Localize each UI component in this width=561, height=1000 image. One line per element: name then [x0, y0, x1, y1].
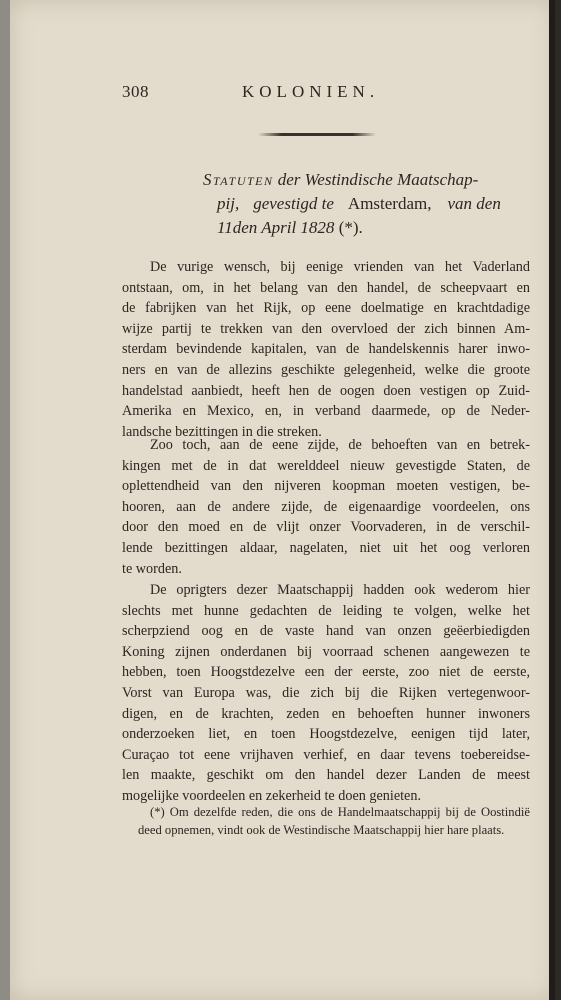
footnote-line: (*) Om dezelfde reden, die ons de Handelmaatschappij bij de Oostindië — [150, 805, 530, 819]
text-line: scherpziend oog en de vaste hand van onzen geëerbiedigden — [122, 623, 530, 640]
text-line: len maakte, geschikt om den handel dezer Landen de meest — [122, 767, 530, 784]
footnote-line: deed opnemen, vindt ook de Westindische Maatschappij hier hare plaats. — [138, 823, 505, 837]
text-line: Amerika en Mexico, en, in verband daarmede, op de Neder- — [122, 403, 530, 420]
running-title: KOLONIEN. — [242, 82, 380, 101]
heading-line-2b: gevestigd te — [253, 194, 334, 213]
text-line: De vurige wensch, bij eenige vrienden van het Vaderland — [150, 259, 530, 275]
heading-smallcaps: Statuten — [203, 170, 274, 189]
text-line: slechts met hunne gedachten de leiding te volgen, welke het — [122, 602, 530, 619]
text-line: de fabrijken van het Rijk, op eene doelmatige en krachtdadige — [122, 300, 530, 317]
heading-line-2a: pij, — [217, 194, 240, 213]
heading-line-3a: 11den April 1828 — [217, 218, 335, 237]
paragraph-2 — [122, 435, 530, 579]
text-line: te worden. — [122, 560, 182, 577]
book-page — [10, 0, 555, 1000]
page-header — [122, 82, 527, 106]
text-line: hebben, toen Hoogstdezelve een der eerste, zoo niet de eerste, — [122, 664, 530, 681]
page-right-shadow — [549, 0, 555, 1000]
text-line: onderzoeken liet, en toen Hoogstdezelve, eenigen tijd later, — [122, 726, 530, 743]
page-left-edge — [0, 0, 10, 1000]
footnote — [138, 803, 530, 839]
text-line: door den moed en de vlijt onzer Voorvaderen, in de verschil- — [122, 519, 530, 536]
text-line: De oprigters dezer Maatschappij hadden ook wederom hier — [150, 582, 530, 598]
heading-line-2c: Amsterdam, — [347, 194, 432, 213]
heading-line-3b: (*). — [334, 218, 363, 237]
text-line: kingen met de in dat werelddeel nieuw gevestigde Staten, de — [122, 457, 530, 474]
text-line: Vorst van Europa was, die zich bij die Rijken vertegenwoor- — [122, 684, 530, 701]
decorative-rule — [258, 133, 376, 136]
text-line: lende bezittingen aldaar, nagelaten, niet uit het oog verloren — [122, 539, 530, 556]
paragraph-3 — [122, 580, 530, 807]
text-line: hooren, aan de andere zijde, de eigenaardige voordeelen, ons — [122, 498, 530, 515]
text-line: Curaçao tot eene vrijhaven verhief, en daar tevens toebereidse- — [122, 746, 530, 763]
text-line: landsche bezittingen in die streken. — [122, 423, 322, 440]
heading-line-1 — [203, 168, 533, 192]
text-line: ners en van de allezins geschikte gelegenheid, welke die groote — [122, 361, 530, 378]
heading-line-1-rest: der Westindische Maatschap- — [273, 170, 479, 189]
section-heading — [203, 168, 533, 240]
paragraph-1 — [122, 257, 530, 442]
heading-line-2d: van den — [447, 194, 501, 213]
text-line: mogelijke voordeelen en zekerheid te doen genieten. — [122, 787, 421, 804]
heading-line-3 — [203, 216, 533, 240]
text-line: sterdam bevindende kapitalen, van de handelskennis harer inwo- — [122, 341, 530, 358]
text-line: wijze partij te trekken van den overvloed der zich binnen Am- — [122, 320, 530, 337]
text-line: ontstaan, om, in het belang van den handel, de scheepvaart en — [122, 279, 530, 296]
page-number: 308 — [122, 82, 149, 101]
text-line: digen, en de krachten, zeden en behoeften hunner inwoners — [122, 705, 530, 722]
text-line: handelstad aanbiedt, heeft hen de oogen doen vestigen op Zuid- — [122, 382, 530, 399]
heading-line-2 — [203, 192, 533, 216]
text-line: Zoo toch, aan de eene zijde, de behoeften van en betrek- — [150, 437, 530, 453]
text-line: oplettendheid van den nijveren koopman moeten vestigen, be- — [122, 478, 530, 495]
text-line: Koning zijnen onderdanen bij voorraad schenen aangewezen te — [122, 643, 530, 660]
